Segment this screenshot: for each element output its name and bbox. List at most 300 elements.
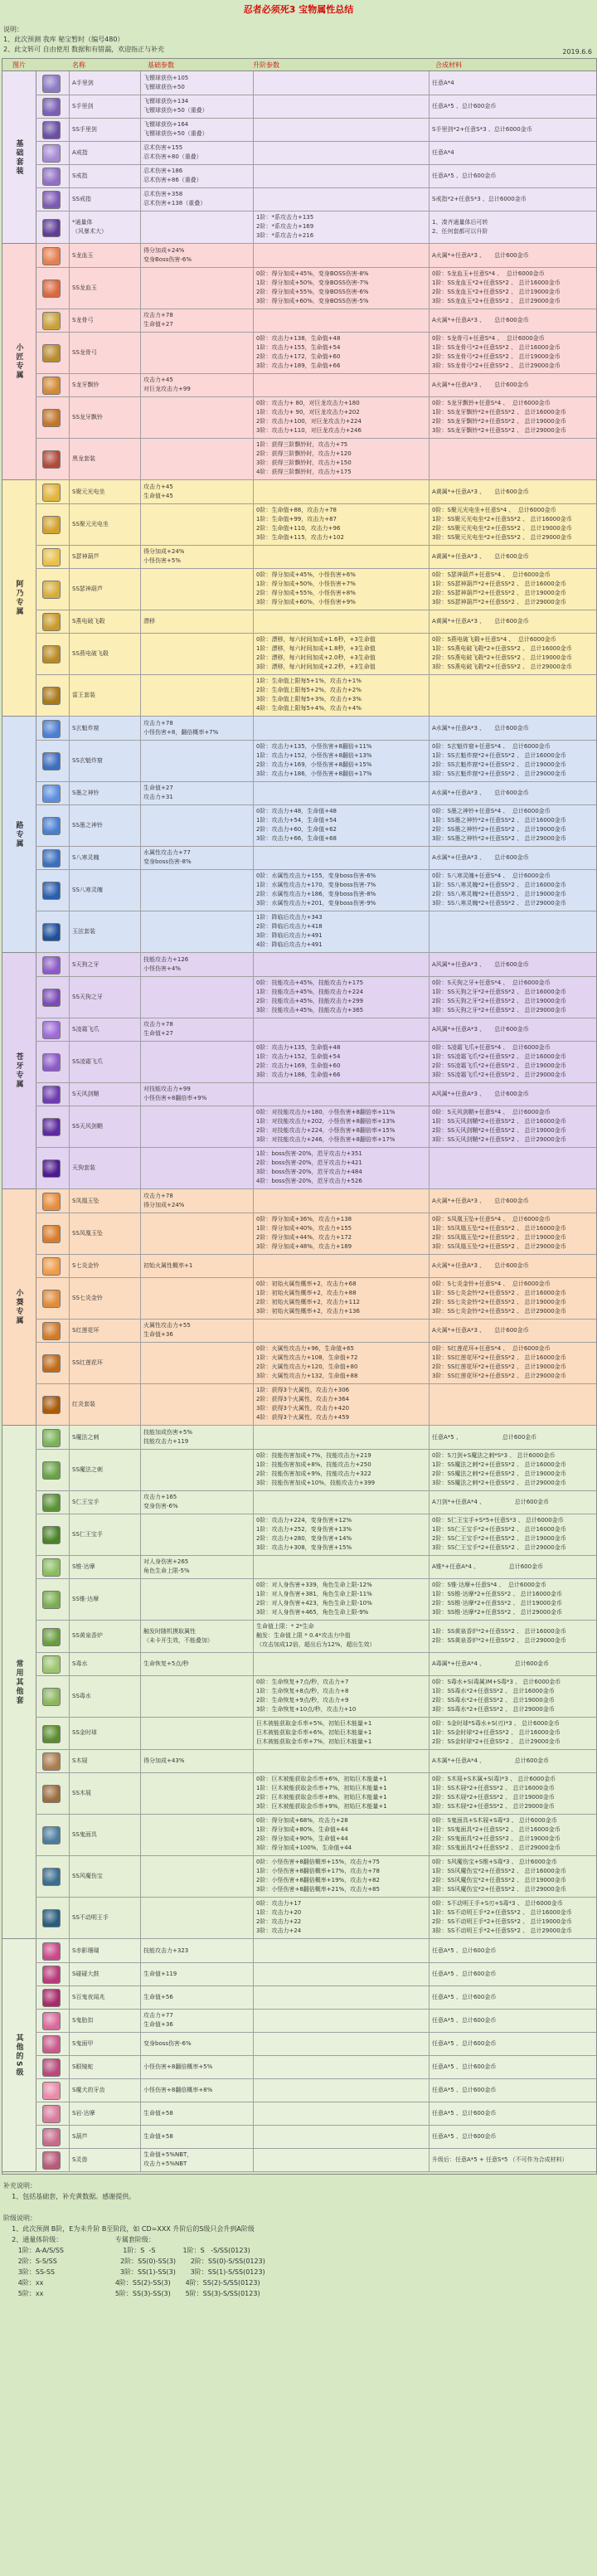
column-divider [69, 95, 70, 118]
item-name: S天风剑鞘 [72, 1090, 100, 1097]
table-row [36, 396, 596, 439]
materials: 0阶：S鬼面具+S木屐+S毒*3 、 总计6000金币 1阶：SS鬼面具*2+任意SS*2 、 总计16000金币 2阶：SS鬼面具*2+任意SS*2 、 总计19000金币 3阶：SS鬼面具*2+任意SS*2 、 总计29000金币 [432, 1817, 561, 1851]
upgrade-params: 0阶：攻击力+224，变身伤害+12% 1阶：攻击力+252，变身伤害+13% 2阶：攻击力+280，变身伤害+14% 3阶：攻击力+308，变身伤害+15% [256, 1517, 352, 1551]
item-icon [42, 144, 61, 163]
column-divider [253, 976, 254, 1018]
item-name: 天狗套装 [72, 1164, 95, 1171]
base-params: 对技能攻击力+99 小怪伤害+8翻倍率+9% [143, 1086, 207, 1101]
base-params: 生命值+119 [143, 1970, 177, 1977]
column-divider [140, 781, 141, 804]
base-params: 生命值+5%NBT， 攻击力+5%NBT [143, 2151, 193, 2167]
table-row [36, 332, 596, 374]
materials: A火属*+任意A*3 、 总计600金币 [432, 1261, 529, 1269]
column-divider [69, 1449, 70, 1490]
column-divider [69, 1106, 70, 1147]
column-divider [253, 1578, 254, 1620]
materials: A刀剑*+任意A*4 、 总计600金币 [432, 1498, 550, 1505]
base-params: 技能攻击力+323 [143, 1947, 189, 1954]
column-divider [253, 674, 254, 716]
item-name: S瑟神葫芦 [72, 552, 100, 560]
column-divider [429, 846, 430, 869]
column-divider [140, 1772, 141, 1814]
table-row [36, 804, 596, 847]
item-icon [42, 2058, 61, 2077]
column-divider [140, 373, 141, 396]
table-row [36, 2148, 596, 2172]
materials: S戒指*2+任意S*3 、总计6000金币 [432, 195, 527, 202]
upgrade-params: 0阶：小怪伤害+8翻倍概率+15%，攻击力+75 1阶：小怪伤害+8翻倍概率+17%，攻击力+78 2阶：小怪伤害+8翻倍概率+19%，攻击力+82 3阶：小怪伤害+8翻倍概率+21%，攻击力+85 [256, 1859, 380, 1893]
item-icon [42, 1396, 61, 1414]
item-name: SS瑟神葫芦 [72, 585, 103, 592]
item-name: SS不动明王手 [72, 1913, 109, 1921]
column-divider [69, 869, 70, 911]
column-divider [140, 1277, 141, 1319]
materials: 0阶：S天风剑鞘+任意S*4 、 总计6000金币 1阶：SS天风剑鞘*2+任意SS*2 、 总计16000金币 2阶：SS天风剑鞘*2+任意SS*2 、 总计19000金币 3阶：SS天风剑鞘*2+任意SS*2 、 总计29000金币 [432, 1109, 566, 1143]
upgrade-params: 0阶：初始火属性概率+2，攻击力+68 1阶：初始火属性概率+2，攻击力+88 2阶：初始火属性概率+2，攻击力+112 3阶：初始火属性概率+2，攻击力+136 [256, 1281, 360, 1315]
column-divider [69, 164, 70, 187]
item-icon [42, 2082, 61, 2100]
upgrade-params: 1阶：获得三阶飘铃时，攻击力+75 2阶：获得三阶飘铃时，攻击力+120 3阶：获得三阶飘铃时，攻击力+150 4阶：获得三阶飘铃时，攻击力+175 [256, 441, 352, 475]
column-divider [253, 141, 254, 164]
item-name: S岩·达摩 [72, 2109, 95, 2117]
column-divider [253, 1106, 254, 1147]
materials: 0阶：S八寒灵魄+任意S*4 、 总计6000金币 1阶：SS八寒灵魄*2+任意SS*2 、 总计16000金币 2阶：SS八寒灵魄*2+任意SS*2 、 总计19000金币 3阶：SS八寒灵魄*2+任意SS*2 、 总计29000金币 [432, 872, 566, 906]
column-divider [429, 1189, 430, 1213]
materials: A风属*+任意A*3 、 总计600金币 [432, 1090, 529, 1097]
column-divider [140, 1620, 141, 1652]
item-icon [42, 1086, 61, 1104]
upgrade-params: 0阶：对技能攻击力+180，小怪伤害+8翻倍率+11% 1阶：对技能攻击力+202，小怪伤害+8翻倍率+13% 2阶：对技能攻击力+224，小怪伤害+8翻倍率+15% 3阶：对技能攻击力+246，小怪伤害+8翻倍率+17% [256, 1109, 396, 1143]
table-row [36, 2009, 596, 2033]
item-name: SS戒指 [72, 195, 91, 202]
item-icon [42, 1526, 61, 1544]
column-divider [69, 846, 70, 869]
column-divider [429, 911, 430, 952]
item-name: S碰碰大鼓 [72, 1970, 100, 1977]
base-params: 攻击力+45 生命值+45 [143, 484, 173, 499]
base-params: 技能加成伤害+5% 技能攻击力+119 [143, 1429, 192, 1445]
base-params: 得分加成+24% 变身Boss伤害-6% [143, 247, 192, 263]
column-divider [69, 781, 70, 804]
column-divider [429, 1277, 430, 1319]
column-divider [429, 480, 430, 503]
column-divider [429, 1855, 430, 1897]
item-name: S龙血玉 [72, 251, 94, 259]
item-icon [42, 1752, 61, 1771]
column-divider [253, 1426, 254, 1449]
column-divider [140, 740, 141, 781]
column-divider [429, 2102, 430, 2125]
table-row [36, 1897, 596, 1939]
footer-line: 5阶：xx 5阶：SS(3)-SS(3) 5阶：SS(3)-S/SS(0123) [3, 2290, 260, 2297]
upgrade-params: 0阶：生命恢复+7点/秒，攻击力+7 1阶：生命恢复+8点/秒，攻击力+8 2阶：生命恢复+9点/秒，攻击力+9 3阶：生命恢复+10点/秒，攻击力+10 [256, 1679, 357, 1713]
column-divider [69, 332, 70, 373]
column-divider [140, 1490, 141, 1514]
table-row [36, 1652, 596, 1676]
column-divider [140, 1147, 141, 1188]
column-divider [429, 717, 430, 740]
item-icon [42, 2035, 61, 2054]
item-name: SS龙牙飘铃 [72, 413, 103, 420]
item-name: SS金时球 [72, 1729, 97, 1736]
table-row [36, 141, 596, 165]
materials: 0阶：S木屐+S木属+S(毒)*3 、 总计6000金币 1阶：SS木屐*2+任意SS*2 、 总计16000金币 2阶：SS木屐*2+任意SS*2 、 总计19000金币 3阶：SS木屐*2+任意SS*2 、 总计29000金币 [432, 1776, 556, 1810]
column-divider [429, 1319, 430, 1342]
item-name: S戒指 [72, 172, 88, 179]
column-divider [69, 1018, 70, 1041]
column-divider [253, 1147, 254, 1188]
table-row [36, 1717, 596, 1750]
column-divider [140, 1106, 141, 1147]
column-divider [140, 1962, 141, 1985]
column-divider [429, 2148, 430, 2171]
item-icon [42, 1118, 61, 1136]
column-divider [429, 438, 430, 479]
column-divider [429, 503, 430, 545]
column-divider [429, 1213, 430, 1254]
materials: A锥*+任意A*4 、 总计600金币 [432, 1563, 544, 1570]
item-name: S赤影珊瑚 [72, 1947, 100, 1954]
item-icon [42, 168, 61, 186]
column-divider [429, 869, 430, 911]
base-params: 技能攻击力+126 小怪伤害+4% [143, 956, 189, 972]
column-divider [140, 164, 141, 187]
column-divider [253, 373, 254, 396]
column-divider [253, 1749, 254, 1772]
item-icon [42, 377, 61, 395]
materials: S手里剑*2+任意S*3 、总计6000金币 [432, 125, 532, 133]
item-name: S鬼胎扣 [72, 2016, 94, 2024]
upgrade-params: 1阶：生命值上限每5+1%，攻击力+1% 2阶：生命值上限每5+2%，攻击力+2% 3阶：生命值上限每5+3%，攻击力+3% 4阶：生命值上限每5+4%，攻击力+4% [256, 678, 362, 712]
section-name: 阿乃专属 [2, 480, 36, 716]
column-divider [429, 244, 430, 267]
column-divider [253, 2102, 254, 2125]
column-divider [429, 740, 430, 781]
table-row [36, 2055, 596, 2079]
item-name: SS仁王宝手 [72, 1530, 103, 1538]
column-divider [253, 953, 254, 976]
item-icon [42, 75, 61, 93]
materials: 任意A*5 、总计600金币 [432, 1947, 497, 1954]
footer-line: 1、此次预测 B阶，E为未升阶 B至阶段，如 CD=XXX 升阶后的S级只会升到A阶级 [3, 2225, 255, 2233]
column-divider [253, 438, 254, 479]
item-name: SS手里剑 [72, 125, 97, 133]
column-divider [69, 545, 70, 568]
column-divider [140, 95, 141, 118]
item-name: SS龙血玉 [72, 284, 97, 291]
base-params: 忍术伤害+155 忍术伤害+80（重叠） [143, 144, 202, 160]
item-name: SS风魔伤宝 [72, 1872, 103, 1879]
column-divider [429, 95, 430, 118]
column-divider [140, 1814, 141, 1855]
table-row [36, 1383, 596, 1426]
column-divider [140, 1985, 141, 2009]
item-icon [42, 752, 61, 770]
column-divider [429, 309, 430, 332]
column-divider [429, 267, 430, 309]
column-divider [429, 1578, 430, 1620]
header-base: 基础参数 [148, 61, 174, 69]
column-divider [69, 804, 70, 846]
column-divider [429, 118, 430, 141]
materials: 任意A*5 、总计600金币 [432, 2132, 497, 2140]
materials: 0阶：S龙血玉+任意S*4 、 总计6000金币 1阶：SS龙血玉*2+任意SS*2 、 总计16000金币 2阶：SS龙血玉*2+任意SS*2 、 总计19000金币 3阶：SS龙血玉*2+任意SS*2 、 总计29000金币 [432, 270, 561, 304]
column-divider [69, 1213, 70, 1254]
column-divider [140, 976, 141, 1018]
table-row [36, 211, 596, 244]
column-divider [429, 1962, 430, 1985]
base-params: 变身boss伤害-6% [143, 2039, 192, 2047]
note-line: 说明： [3, 26, 23, 33]
column-divider [69, 396, 70, 438]
column-divider [253, 95, 254, 118]
column-divider [140, 141, 141, 164]
column-divider [429, 1814, 430, 1855]
column-divider [69, 1254, 70, 1277]
column-divider [253, 545, 254, 568]
item-icon [42, 484, 61, 502]
column-divider [69, 2009, 70, 2032]
column-divider [69, 1717, 70, 1749]
item-icon [42, 1494, 61, 1512]
column-divider [69, 633, 70, 674]
base-params: 生命值+58 [143, 2109, 173, 2117]
table-row [36, 1514, 596, 1556]
item-name: SS红莲花环 [72, 1358, 103, 1366]
header-image: 图片 [12, 61, 26, 69]
column-divider [429, 1383, 430, 1425]
column-divider [140, 674, 141, 716]
table-row [36, 1962, 596, 1986]
table-row [36, 480, 596, 504]
footer-line: 阶级说明： [3, 2214, 36, 2222]
table-row [36, 911, 596, 953]
item-name: 玉泫套装 [72, 927, 95, 935]
base-params: 攻击力+45 对巨龙攻击力+99 [143, 377, 191, 392]
item-name: S燕电破飞毂 [72, 617, 105, 625]
column-divider [140, 2032, 141, 2055]
section [2, 244, 596, 480]
materials: A水属*+任意A*3 、 总计600金币 [432, 724, 529, 731]
column-divider [140, 1319, 141, 1342]
item-name: S天狗之牙 [72, 960, 100, 968]
column-divider [140, 187, 141, 211]
item-icon [42, 1868, 61, 1886]
table-row [36, 309, 596, 333]
base-params: 攻击力+78 小怪伤害+8，翻倍概率+7% [143, 720, 219, 736]
column-divider [429, 674, 430, 716]
item-icon [42, 1688, 61, 1706]
column-divider [429, 633, 430, 674]
item-icon [42, 1942, 61, 1961]
item-icon [42, 344, 61, 362]
column-divider [429, 2125, 430, 2148]
base-params: 生命值+27 攻击力+31 [143, 785, 173, 800]
column-divider [429, 1147, 430, 1188]
column-divider [140, 396, 141, 438]
table-row [36, 71, 596, 95]
table-row [36, 976, 596, 1018]
materials: 任意A*5 、总计600金币 [432, 2039, 497, 2047]
item-name: SS毒水 [72, 1692, 91, 1699]
column-divider [429, 1018, 430, 1041]
base-params: 忍术伤害+186 忍术伤害+86（重叠） [143, 168, 202, 183]
table-row [36, 1939, 596, 1963]
section [2, 1939, 596, 2172]
column-divider [69, 2102, 70, 2125]
base-params: 得分加成+24% 小怪伤害+5% [143, 548, 185, 564]
upgrade-params: 0阶：对人身伤害+339，角色生命上限-12% 1阶：对人身伤害+381，角色生命上限-11% 2阶：对人身伤害+423，角色生命上限-10% 3阶：对人身伤害+465，角色生命上限-9% [256, 1582, 372, 1616]
column-divider [429, 1106, 430, 1147]
base-params: 初始火属性概率+1 [143, 1261, 193, 1269]
column-divider [69, 674, 70, 716]
note-line: 1、此次预测 我库 秘宝暂时（编号480） [3, 36, 124, 43]
table-row [36, 2032, 596, 2056]
item-icon [42, 548, 61, 566]
column-divider [69, 244, 70, 267]
base-params: 飞镖球获伤+164 飞镖球获伤+50（重叠） [143, 121, 208, 137]
column-divider [253, 781, 254, 804]
column-divider [253, 1342, 254, 1383]
column-divider [69, 2078, 70, 2102]
item-icon [42, 2105, 61, 2123]
section-name: 基础套装 [2, 71, 36, 243]
column-divider [429, 1675, 430, 1717]
item-name: SS鬼面具 [72, 1830, 97, 1838]
materials: 任意A*5 、总计600金币 [432, 102, 497, 109]
column-divider [140, 953, 141, 976]
upgrade-params: 巨木被能获取金币率+5%，初始巨木能量+1 巨木被能获取金币率+6%，初始巨木能量+1 巨木被能获取金币率+7%，初始巨木能量+1 [256, 1720, 372, 1745]
materials: A火属*+任意A*3 、 总计600金币 [432, 316, 529, 323]
materials: 0阶：S瑟神葫芦+任意S*4 、 总计6000金币 1阶：SS瑟神葫芦*2+任意SS*2 、 总计16000金币 2阶：SS瑟神葫芦*2+任意SS*2 、 总计19000金币 3阶：SS瑟神葫芦*2+任意SS*2 、 总计29000金币 [432, 571, 566, 605]
table-row [36, 1018, 596, 1042]
column-divider [429, 1426, 430, 1449]
item-name: SS凤凰玉坠 [72, 1229, 103, 1237]
column-divider [253, 2009, 254, 2032]
column-divider [140, 309, 141, 332]
column-divider [69, 568, 70, 610]
column-divider [253, 1985, 254, 2009]
column-divider [253, 1254, 254, 1277]
table-row [36, 740, 596, 782]
column-divider [429, 610, 430, 633]
column-divider [253, 118, 254, 141]
item-name: S七炎金铃 [72, 1261, 100, 1269]
item-name: S八寒灵魄 [72, 853, 100, 861]
base-params: 生命值+58 [143, 2132, 173, 2140]
column-divider [69, 1814, 70, 1855]
column-divider [429, 781, 430, 804]
item-name: 黑龙套装 [72, 454, 95, 462]
column-divider [429, 1041, 430, 1082]
item-name: S灵兽 [72, 2156, 88, 2163]
column-divider [140, 1897, 141, 1938]
column-divider [253, 309, 254, 332]
column-divider [253, 1620, 254, 1652]
column-divider [429, 396, 430, 438]
item-icon [42, 687, 61, 705]
item-icon [42, 882, 61, 900]
column-divider [69, 1319, 70, 1342]
table-row [36, 2102, 596, 2126]
item-name: 红炎套装 [72, 1400, 95, 1407]
column-divider [253, 1772, 254, 1814]
table-row [36, 187, 596, 211]
table-row [36, 953, 596, 977]
materials: A水属*+任意A*3 、 总计600金币 [432, 853, 529, 861]
item-icon [42, 1290, 61, 1308]
column-divider [69, 1490, 70, 1514]
column-divider [253, 610, 254, 633]
page-title: 忍者必须死3 宝物属性总结 [243, 4, 354, 15]
column-divider [429, 2055, 430, 2078]
item-name: A手里剑 [72, 79, 94, 86]
table-row [36, 568, 596, 610]
materials: 任意A*5 、总计600金币 [432, 1970, 497, 1977]
column-divider [429, 1254, 430, 1277]
column-divider [429, 141, 430, 164]
column-divider [253, 740, 254, 781]
materials: 0阶：S不动明王手+S刃+S毒*3 、 总计6000金币 1阶：SS不动明王手*2+任意SS*2 、 总计16000金币 2阶：SS不动明王手*2+任意SS*2 、 总计19000金币 3阶：SS不动明王手*2+任意SS*2 、 总计29000金币 [432, 1900, 572, 1934]
column-divider [140, 1426, 141, 1449]
column-divider [253, 1855, 254, 1897]
base-params: 飞镖球获伤+105 飞镖球获伤+50 [143, 75, 189, 90]
column-divider [140, 1018, 141, 1041]
column-divider [429, 1620, 430, 1652]
column-divider [253, 211, 254, 243]
item-icon [42, 1159, 61, 1178]
column-divider [69, 373, 70, 396]
item-icon [42, 817, 61, 835]
materials: 0阶：S玄魁炸窟+任意S*4 、 总计6000金币 1阶：SS玄魁炸窟*2+任意SS*2 、 总计16000金币 2阶：SS玄魁炸窟*2+任意SS*2 、 总计19000金币 3阶：SS玄魁炸窟*2+任意SS*2 、 总计29000金币 [432, 743, 566, 777]
base-params: 对人身伤害+265 角色生命上限-5% [143, 1558, 190, 1574]
upgrade-params: 1阶：获得3个火属性，攻击力+306 2阶：获得3个火属性，攻击力+364 3阶：获得3个火属性，攻击力+420 4阶：获得3个火属性，攻击力+459 [256, 1387, 350, 1421]
table-row [36, 95, 596, 119]
materials: A风属*+任意A*3 、 总计600金币 [432, 960, 529, 968]
column-divider [140, 332, 141, 373]
item-icon [42, 1354, 61, 1373]
section [2, 1426, 596, 1939]
column-divider [140, 2148, 141, 2171]
column-divider [140, 869, 141, 911]
section [2, 71, 596, 244]
column-divider [140, 438, 141, 479]
upgrade-params: 0阶：得分加成+36%，攻击力+138 1阶：得分加成+40%，攻击力+155 2阶：得分加成+44%，攻击力+172 3阶：得分加成+48%，攻击力+189 [256, 1216, 352, 1250]
column-divider [69, 2055, 70, 2078]
column-divider [253, 1082, 254, 1106]
table-row [36, 1555, 596, 1579]
table-row [36, 1675, 596, 1718]
item-name: SS聚元光电坐 [72, 520, 109, 527]
item-name: SS锥·达摩 [72, 1595, 100, 1602]
materials: 0阶：S刀剑+S魔法之刺*S*3 、 总计6000金币 1阶：SS魔法之刺*2+任意SS*2 、 总计16000金币 2阶：SS魔法之刺*2+任意SS*2 、 总计19000金币 3阶：SS魔法之刺*2+任意SS*2 、 总计29000金币 [432, 1452, 566, 1486]
column-divider [253, 1814, 254, 1855]
column-divider [253, 187, 254, 211]
upgrade-params: 1阶：降临后攻击力+343 2阶：降临后攻击力+418 3阶：降临后攻击力+491 4阶：降临后攻击力+491 [256, 914, 323, 948]
column-divider [69, 187, 70, 211]
materials: 任意A*5 、总计600金币 [432, 2086, 497, 2093]
section-name: 其他的S级 [2, 1939, 36, 2171]
column-divider [253, 869, 254, 911]
table-row [36, 164, 596, 188]
item-name: SS玄魁炸窟 [72, 756, 103, 764]
item-name: S鬼面甲 [72, 2039, 94, 2047]
table-row [36, 1855, 596, 1898]
item-icon [42, 191, 61, 209]
table-row [36, 1254, 596, 1278]
item-icon [42, 581, 61, 599]
upgrade-params: 0阶：生命值+88，攻击力+78 1阶：生命值+99，攻击力+87 2阶：生命值+110，攻击力+96 3阶：生命值+115，攻击力+102 [256, 507, 344, 541]
